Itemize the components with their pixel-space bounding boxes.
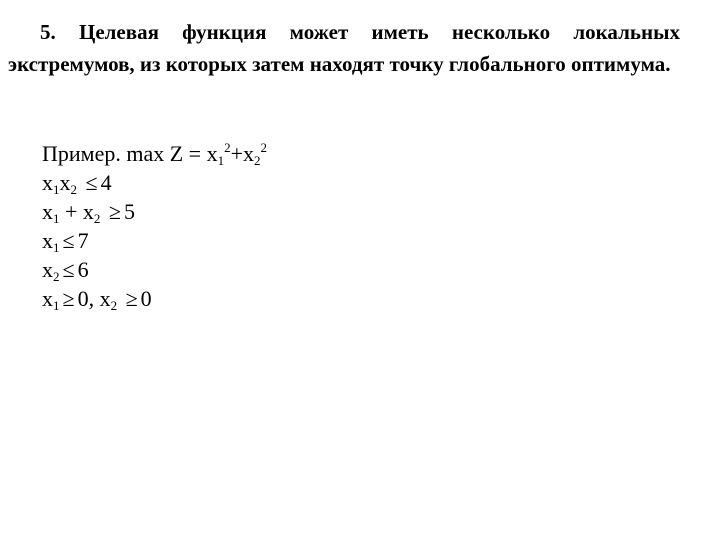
constraint-2 bbox=[42, 197, 267, 226]
objective-exp1: 2 bbox=[224, 140, 231, 155]
var-sub: 2 bbox=[53, 269, 60, 284]
relation-sign: ≥ bbox=[108, 199, 121, 224]
slide-heading: 5. Целевая функция может иметь несколько локальных экстремумов, из которых затем находят точку глобального оптимума. bbox=[8, 20, 680, 76]
rhs-value: 7 bbox=[77, 228, 89, 253]
relation-sign: ≤ bbox=[85, 170, 98, 195]
var-x: x bbox=[42, 170, 53, 195]
objective-text: max Z = x bbox=[126, 141, 218, 166]
rhs-value: 6 bbox=[77, 257, 89, 282]
example-block bbox=[42, 139, 267, 313]
rhs-value: 4 bbox=[100, 170, 112, 195]
var-x: x bbox=[42, 257, 53, 282]
var-sub: 2 bbox=[110, 298, 118, 313]
constraint-4 bbox=[42, 255, 267, 284]
relation-sign: ≤ bbox=[62, 228, 75, 253]
relation-sign: ≥ bbox=[125, 286, 138, 311]
var-sub: 1 bbox=[53, 298, 60, 313]
objective-sub2: 2 bbox=[254, 153, 261, 168]
var-x: x bbox=[59, 170, 71, 195]
plus-var-x: + x bbox=[65, 199, 94, 224]
var-x: x bbox=[42, 199, 53, 224]
var-sub: 2 bbox=[93, 211, 101, 226]
var-x: x bbox=[42, 286, 53, 311]
objective-sub1: 1 bbox=[217, 153, 225, 168]
objective-plus: +x bbox=[230, 141, 255, 166]
var-x: x bbox=[42, 228, 53, 253]
var-sub: 2 bbox=[70, 182, 77, 197]
var-sub: 1 bbox=[53, 211, 60, 226]
rhs-value: 5 bbox=[124, 199, 135, 224]
var-sub: 1 bbox=[53, 240, 60, 255]
constraint-1 bbox=[42, 168, 267, 197]
objective-exp2: 2 bbox=[260, 140, 268, 155]
var-sub: 1 bbox=[53, 182, 60, 197]
var-x: x bbox=[99, 286, 111, 311]
constraint-3 bbox=[42, 226, 267, 255]
relation-sign: ≤ bbox=[62, 257, 75, 282]
rhs-value: 0 bbox=[140, 286, 152, 311]
rhs-value: 0, bbox=[77, 286, 95, 311]
objective-line bbox=[42, 139, 267, 168]
constraint-5 bbox=[42, 284, 267, 313]
example-prefix: Пример. bbox=[42, 141, 121, 166]
relation-sign: ≥ bbox=[62, 286, 75, 311]
